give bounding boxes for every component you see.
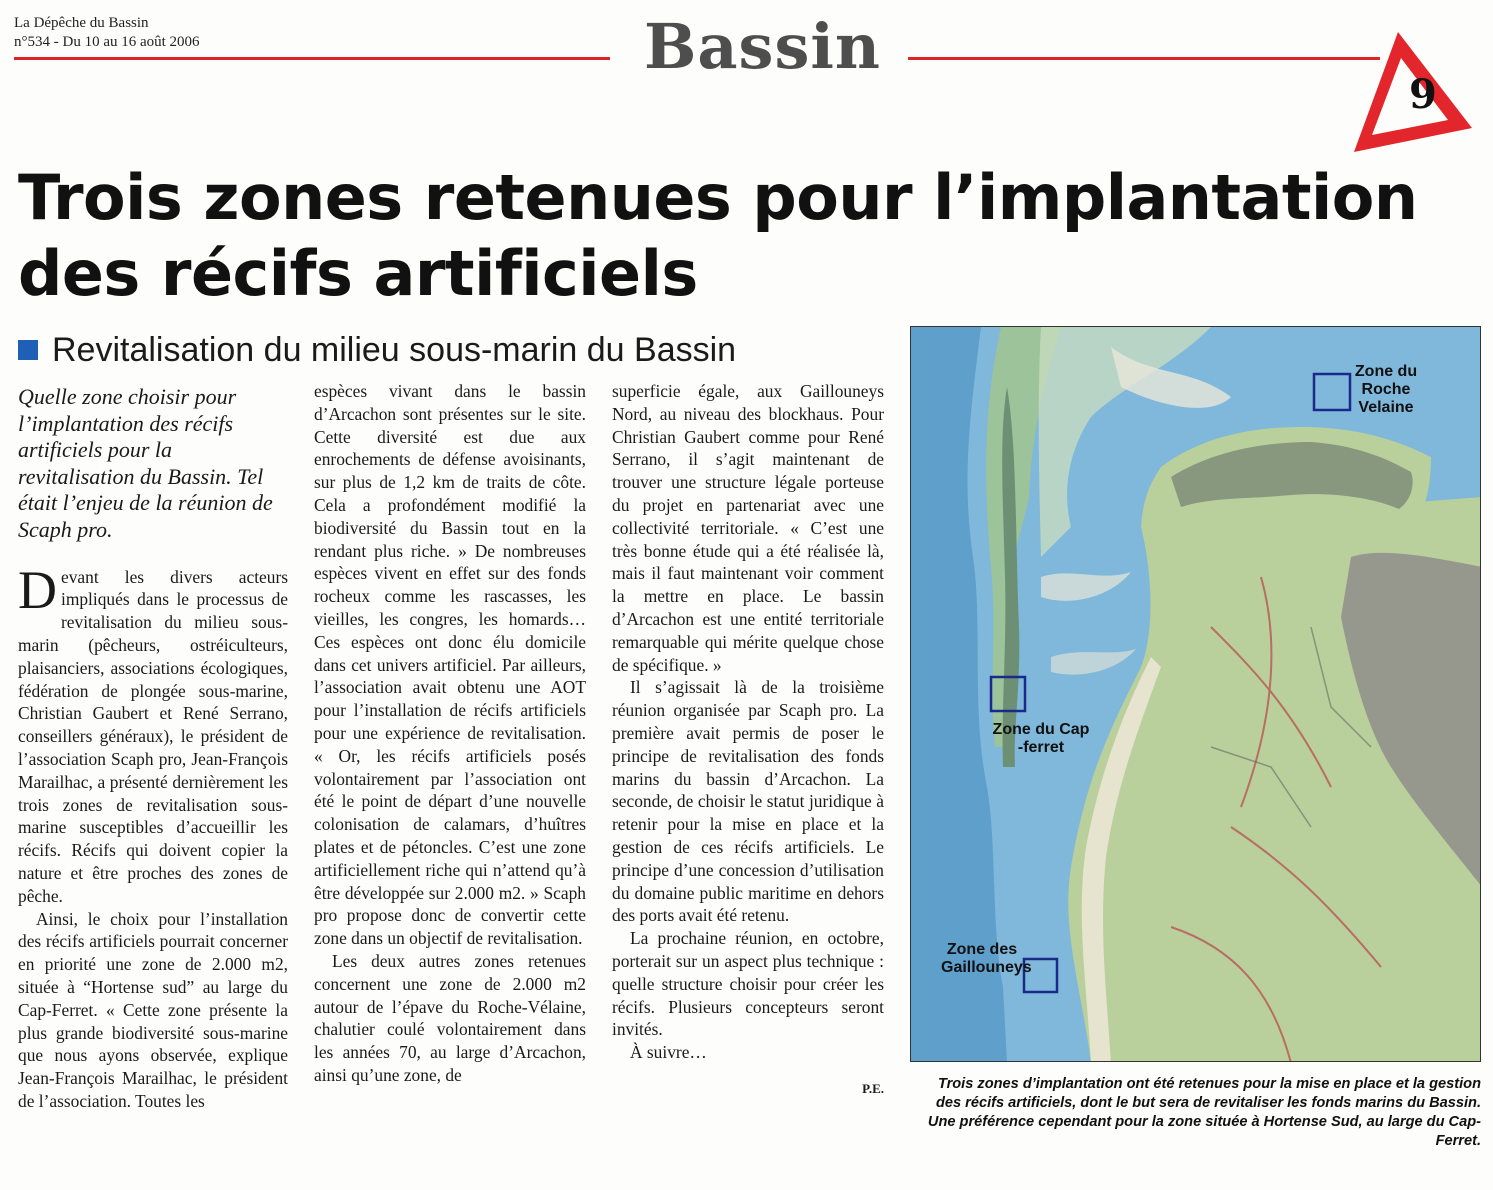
header-rule-right <box>908 57 1380 60</box>
headline-line-2: des récifs artificiels <box>18 237 698 310</box>
article-column-1 <box>18 380 288 1113</box>
section-title: Bassin <box>643 10 882 83</box>
paragraph: Ainsi, le choix pour l’installation des récifs artificiels pourrait concerner en priorité une zone de 2.000 m2, située à “Hortense sud” au large du Cap-Ferret. « Cette zone présente la plus grande biodiversité sous-marine que nous ayons observée, explique Jean-François Marailhac, le président de l’association. Toutes les <box>18 908 288 1111</box>
header-rule-left <box>14 57 610 60</box>
subheadline <box>18 328 736 372</box>
headline-line-1: Trois zones retenues pour l’implantation <box>18 161 1418 234</box>
paragraph: Les deux autres zones retenues concernent une zone de 2.000 m2 autour de l’épave du Roche-Vélaine, chalutier coulé volontairement dans les années 70, au large d’Arcachon, ainsi qu’une zone, de <box>314 950 586 1085</box>
article-signature: P.E. <box>862 1080 884 1096</box>
page-number: 9 <box>1409 71 1437 118</box>
publication-name: La Dépêche du Bassin <box>14 15 149 31</box>
paragraph: Il s’agissait là de la troisième réunion organisée par Scaph pro. La première avait permis de poser le principe de revitalisation des fonds marins du bassin d’Arcachon. La seconde, de choisir le statut juridique à retenir pour la mise en place et la gestion de ces récifs artificiels. Le principe d’une concession d’utilisation du domaine public maritime en dehors des ports avait été retenu. <box>612 677 884 926</box>
subheadline-text: Revitalisation du milieu sous-marin du Bassin <box>52 331 737 369</box>
paragraph: À suivre… <box>630 1042 707 1063</box>
zone-label-cap-ferret: Zone du Cap -ferret <box>992 721 1090 756</box>
article-column-3 <box>612 380 884 1101</box>
dropcap: D <box>18 559 57 620</box>
headline <box>18 160 1478 312</box>
paragraph: La prochaine réunion, en octobre, porterait sur un aspect plus technique : quelle structure choisir pour créer les récifs. Plusieurs concepteurs seront invités. <box>612 928 884 1040</box>
article-column-2 <box>314 380 586 1087</box>
square-bullet-icon <box>18 340 38 360</box>
page-number-badge <box>1350 28 1475 156</box>
zone-label-gaillouneys: Zone des Gaillouneys <box>941 941 1032 976</box>
zone-label-roche-velaine: Zone du Roche Velaine <box>1354 363 1418 416</box>
paragraph <box>18 559 288 908</box>
issue-line: n°534 - Du 10 au 16 août 2006 <box>14 34 200 50</box>
paragraph: superficie égale, aux Gaillouneys Nord, au niveau des blockhaus. Pour Christian Gaubert comme pour René Serrano, il s’agit maintenant de trouver une structure légale porteuse du projet en partenariat avec une collectivité territoriale. « C’est une très bonne étude qui a été réalisée là, mais il faut maintenant voir comment la mettre en place. Le bassin d’Arcachon est une entité territoriale remarquable qui mérite quelque chose de spécifique. » <box>612 381 884 675</box>
map-figure <box>910 326 1481 1062</box>
paragraph-text: evant les divers acteurs impliqués dans le processus de revitalisation du milieu sous-marin (pêcheurs, ostréiculteurs, plaisanciers, associations écologiques, fédération de plongée sous-marine, Christian Gaubert et René Serrano, conseillers généraux), le président de l’association Scaph pro, Jean-François Marailhac, a présenté dernièrement les trois zones de revitalisation sous-marine susceptibles d’accueillir les récifs. Récifs qui doivent copier la nature et être proches des zones de pêche. <box>18 566 288 906</box>
paragraph: espèces vivant dans le bassin d’Arcachon sont présentes sur le site. Cette diversité est due aux enrochements de défense avoisinants, sur plus de 1,2 km de traits de côte. Cela a profondément modifié la biodiversité du Bassin tout en la rendant plus riche. » De nombreuses espèces vivent en effet sur des fonds rocheux comme les rascasses, les vieilles, les congres, les homards… Ces espèces ont donc élu domicile dans cet univers artificiel. Par ailleurs, l’association avait obtenu une AOT pour l’installation de récifs artificiels pour une expérience de revitalisation. « Or, les récifs artificiels posés volontairement par l’association ont été le point de départ d’une nouvelle colonisation de calamars, d’huîtres plates et de pétoncles. C’est une zone artificiellement riche qui n’attend qu’à être développée sur 2.000 m2. » Scaph pro propose donc de convertir cette zone dans un objectif de revitalisation. <box>314 381 586 949</box>
publication-info <box>14 14 200 52</box>
article-intro: Quelle zone choisir pour l’implantation des récifs artificiels pour la revitalisation du Bassin. Tel était l’enjeu de la réunion de Scaph pro. <box>18 384 273 542</box>
map-caption: Trois zones d’implantation ont été retenues pour la mise en place et la gestion des récifs artificiels, dont le but sera de revitaliser les fonds marins du Bassin. Une préférence cependant pour la zone située à Hortense Sud, au large du Cap-Ferret. <box>927 1076 1481 1149</box>
